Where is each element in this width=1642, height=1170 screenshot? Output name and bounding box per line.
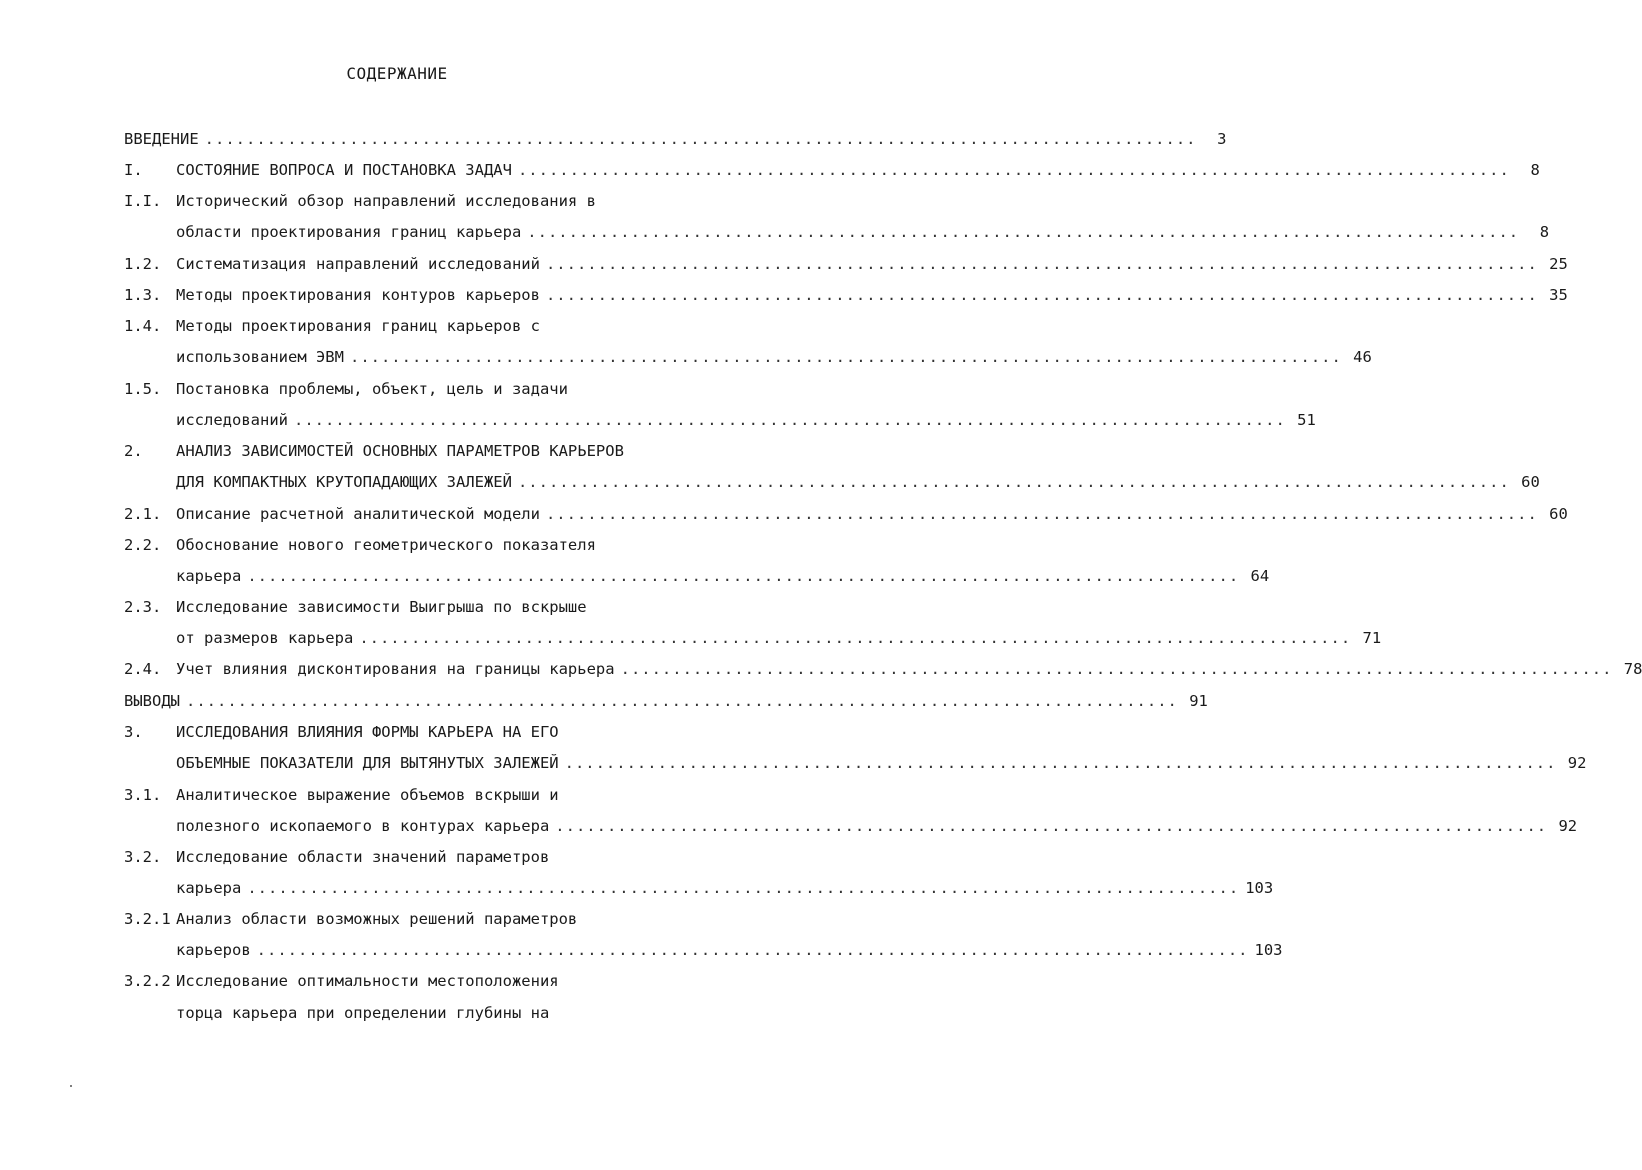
toc-entry-number: 2.1.	[124, 505, 162, 523]
toc-entry-number: 3.2.1	[124, 910, 171, 928]
toc-entry-text: Исследование области значений параметров	[176, 848, 550, 866]
toc-entry-text: Исследование оптимальности местоположения	[176, 972, 559, 990]
toc-entry-text-cont: области проектирования границ карьера	[176, 223, 522, 241]
dot-leader: ................................................................................................	[517, 473, 1510, 491]
toc-entry-page: 46	[1353, 348, 1372, 366]
toc-entry	[124, 438, 714, 460]
toc-entry-continuation	[124, 1000, 766, 1022]
toc-entry-text-cont: ОБЪЕМНЫЕ ПОКАЗАТЕЛИ ДЛЯ ВЫТЯНУТЫХ ЗАЛЕЖЕЙ	[176, 754, 559, 772]
toc-entry-number: I.	[124, 161, 143, 179]
toc-entry-page: 103	[1254, 941, 1283, 959]
toc-entry-page: 92	[1558, 817, 1578, 835]
toc-entry-number: 3.2.	[124, 848, 162, 866]
toc-entry-number: 1.3.	[124, 286, 162, 304]
dot-leader: ................................................................................................	[527, 223, 1520, 241]
toc-entry-text: Исследование зависимости Выигрыша по вскрыше	[176, 598, 587, 616]
toc-entry-text-cont: исследований	[176, 411, 288, 429]
toc-entry-text: Постановка проблемы, объект, цель и задачи	[176, 380, 568, 398]
toc-entry-page: 8	[1539, 223, 1550, 241]
toc-entry-text: Аналитическое выражение объемов вскрыши и	[176, 786, 559, 804]
toc-entry-text-cont: торца карьера при определении глубины на	[176, 1004, 550, 1022]
toc-entry-text: Описание расчетной аналитической модели	[176, 505, 540, 523]
dot-leader: ................................................................................................	[564, 754, 1557, 772]
toc-entry	[124, 126, 1227, 148]
toc-entry-text: Учет влияния дисконтирования на границы карьера	[176, 660, 615, 678]
toc-entry-number: 2.2.	[124, 536, 162, 554]
toc-entry	[124, 688, 1208, 710]
toc-entry-page: 64	[1250, 567, 1270, 585]
toc-entry-text-cont: ДЛЯ КОМПАКТНЫХ КРУТОПАДАЮЩИХ ЗАЛЕЖЕЙ	[176, 473, 512, 491]
scan-speck	[70, 1085, 72, 1087]
toc-entry-page: 3	[1217, 130, 1227, 148]
dot-leader: ................................................................................................	[247, 879, 1240, 897]
toc-entry-text: Систематизация направлений исследований	[176, 255, 540, 273]
page-title: СОДЕРЖАНИЕ	[346, 64, 448, 83]
toc-entry-number: 1.4.	[124, 317, 162, 335]
toc-entry-text-cont: карьера	[176, 879, 242, 897]
toc-entry	[124, 782, 714, 804]
dot-leader: ................................................................................................	[293, 411, 1286, 429]
toc-entry-number: 3.2.2	[124, 972, 171, 990]
dot-leader: ................................................................................................	[517, 161, 1510, 179]
dot-leader: ................................................................................................	[545, 505, 1538, 523]
toc-entry-text: ВВЕДЕНИЕ	[124, 130, 199, 148]
toc-entry-page: 71	[1362, 629, 1382, 647]
toc-entry	[124, 282, 1568, 304]
toc-entry	[124, 656, 1642, 678]
toc-entry-text-cont: от размеров карьера	[176, 629, 354, 647]
dot-leader: ................................................................................................	[204, 130, 1197, 148]
dot-leader: ................................................................................................	[256, 941, 1249, 959]
dot-leader: ................................................................................................	[620, 660, 1613, 678]
toc-entry-continuation	[124, 344, 1372, 366]
toc-entry-continuation	[124, 563, 1270, 585]
toc-entry-number: 1.5.	[124, 380, 162, 398]
toc-entry-page: 103	[1245, 879, 1274, 897]
toc-entry-text-cont: полезного ископаемого в контурах карьера	[176, 817, 550, 835]
toc-entry-page: 60	[1521, 473, 1540, 491]
toc-entry-number: 1.2.	[124, 255, 162, 273]
toc-entry-text: ИССЛЕДОВАНИЯ ВЛИЯНИЯ ФОРМЫ КАРЬЕРА НА ЕГО	[176, 723, 559, 741]
toc-entry-number: 2.	[124, 442, 143, 460]
toc-entry-text: СОСТОЯНИЕ ВОПРОСА И ПОСТАНОВКА ЗАДАЧ	[176, 161, 512, 179]
toc-entry	[124, 313, 714, 335]
toc-entry-text: Анализ области возможных решений параметров	[176, 910, 578, 928]
toc-entry-number: 2.4.	[124, 660, 162, 678]
toc-entry	[124, 501, 1568, 523]
toc-entry	[124, 532, 714, 554]
toc-entry	[124, 844, 714, 866]
toc-entry	[124, 968, 714, 990]
toc-entry-continuation	[124, 407, 1316, 429]
toc-entry-text: Методы проектирования границ карьеров с	[176, 317, 540, 335]
toc-entry-number: 2.3.	[124, 598, 162, 616]
toc-entry	[124, 594, 714, 616]
toc-entry-continuation	[124, 813, 1578, 835]
toc-entry-page: 91	[1189, 692, 1208, 710]
dot-leader: ................................................................................................	[545, 286, 1538, 304]
dot-leader: ................................................................................................	[359, 629, 1352, 647]
toc-entry-page: 60	[1549, 505, 1568, 523]
toc-entry-continuation	[124, 625, 1382, 647]
toc-entry-page: 25	[1549, 255, 1568, 273]
toc-entry	[124, 376, 714, 398]
dot-leader: ................................................................................................	[555, 817, 1548, 835]
toc-entry	[124, 157, 1540, 179]
dot-leader: ................................................................................................	[247, 567, 1240, 585]
toc-entry-text: АНАЛИЗ ЗАВИСИМОСТЕЙ ОСНОВНЫХ ПАРАМЕТРОВ КАРЬЕРОВ	[176, 442, 624, 460]
toc-entry	[124, 906, 714, 928]
toc-entry-number: I.I.	[124, 192, 162, 210]
toc-entry-number: 3.	[124, 723, 143, 741]
toc-entry-continuation	[124, 469, 1540, 491]
toc-entry-text-cont: карьеров	[176, 941, 251, 959]
toc-entry-number: 3.1.	[124, 786, 162, 804]
dot-leader: ................................................................................................	[349, 348, 1342, 366]
toc-entry-continuation	[124, 750, 1587, 772]
toc-entry-text-cont: карьера	[176, 567, 242, 585]
dot-leader: ................................................................................................	[186, 692, 1178, 710]
toc-entry-continuation	[124, 937, 1283, 959]
toc-entry-page: 92	[1567, 754, 1587, 772]
toc-entry-page: 8	[1530, 161, 1540, 179]
toc-entry-page: 51	[1297, 411, 1316, 429]
toc-entry-text: Методы проектирования контуров карьеров	[176, 286, 540, 304]
toc-entry-page: 35	[1549, 286, 1568, 304]
toc-entry-text: ВЫВОДЫ	[124, 692, 180, 710]
toc-entry-continuation	[124, 219, 1550, 241]
toc-entry-text: Исторический обзор направлений исследования в	[176, 192, 596, 210]
toc-entry	[124, 719, 714, 741]
toc-entry	[124, 251, 1568, 273]
dot-leader: ................................................................................................	[545, 255, 1538, 273]
toc-entry-text: Обоснование нового геометрического показателя	[176, 536, 596, 554]
toc-entry	[124, 188, 714, 210]
toc-entry-text-cont: использованием ЭВМ	[176, 348, 344, 366]
toc-entry-continuation	[124, 875, 1274, 897]
toc-entry-page: 78	[1623, 660, 1642, 678]
